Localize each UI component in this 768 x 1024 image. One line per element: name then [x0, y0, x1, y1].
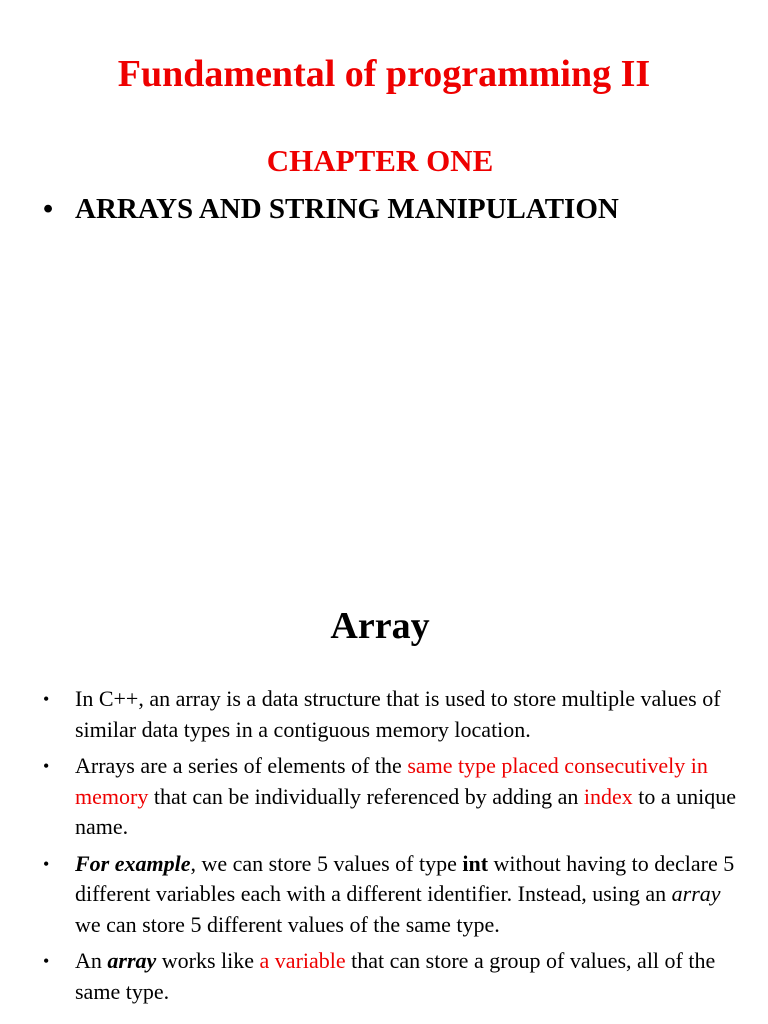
- list-item: [43, 849, 743, 941]
- chapter-topic: [43, 190, 619, 228]
- bullet-text: to a unique name.: [75, 783, 737, 839]
- emphasis-text: array: [107, 948, 157, 973]
- chapter-heading: CHAPTER ONE: [266, 143, 494, 178]
- bullet-icon: •: [43, 756, 50, 776]
- topic-text: ARRAYS AND STRING MANIPULATION: [75, 193, 619, 225]
- bullet-icon: •: [43, 853, 50, 874]
- course-title: Fundamental of programming II: [117, 53, 651, 95]
- emphasis-text: array: [671, 881, 721, 906]
- bullet-icon: •: [43, 951, 50, 971]
- bullet-text: without having to declare 5 different variables each with a different identifier. Instead, using an: [75, 850, 735, 906]
- bullet-text: we can store 5 different values of the same type.: [75, 911, 500, 937]
- bullet-text: works like: [156, 948, 260, 973]
- bullet-text: In C++, an array is a data structure that is used to store multiple values of similar data types in a contiguous memory location.: [75, 686, 721, 742]
- bullet-text: An: [75, 948, 108, 973]
- keyword-text: int: [462, 850, 489, 876]
- highlight-text: a variable: [259, 948, 346, 973]
- list-item: [43, 751, 743, 843]
- bullet-text: that can store a group of values, all of the same type.: [75, 948, 716, 1004]
- bullet-text: that can be individually referenced by adding an: [148, 783, 584, 809]
- highlight-text: same type placed consecutively in memory: [75, 753, 708, 809]
- bullet-icon: •: [43, 193, 54, 225]
- list-item: [43, 684, 743, 745]
- bullet-icon: •: [43, 689, 50, 709]
- highlight-text: index: [583, 783, 633, 809]
- array-heading: Array: [330, 605, 430, 647]
- emphasis-text: For example: [75, 850, 191, 876]
- array-bullet-list: [43, 684, 743, 1013]
- bullet-text: Arrays are a series of elements of the: [75, 753, 408, 778]
- list-item: [43, 946, 743, 1007]
- bullet-text: , we can store 5 values of type: [190, 850, 463, 876]
